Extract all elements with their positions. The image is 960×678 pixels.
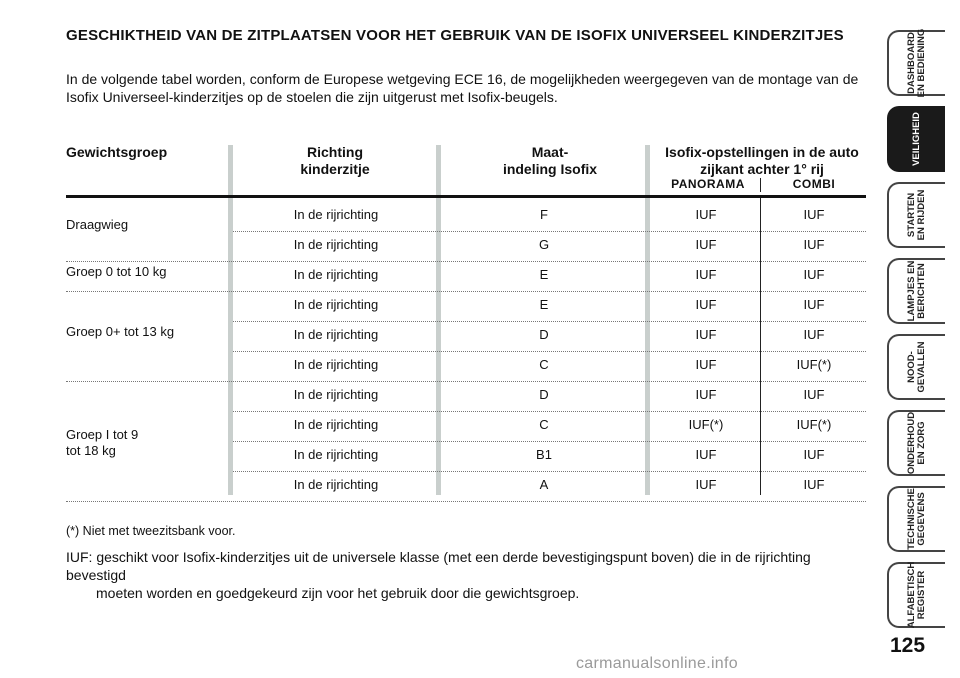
- tab-label-line2: REGISTER: [916, 570, 927, 620]
- cell-size: B1: [536, 447, 552, 462]
- cell-combi: IUF: [803, 297, 825, 312]
- intro-paragraph: In de volgende tabel worden, conform de Europese wetgeving ECE 16, de mogelijkheden weergegeven van de montage van de Isofix Universeel-kinderzitjes op de stoelen die zijn uitgerust met Isofix-beugels.: [66, 71, 859, 105]
- tab-lights[interactable]: [887, 258, 945, 324]
- tab-label: [907, 412, 927, 474]
- cell-size: E: [539, 297, 549, 312]
- cell-combi: IUF: [803, 447, 825, 462]
- cell-direction: In de rijrichting: [293, 207, 379, 222]
- iuf-text-line1: geschikt voor Isofix-kinderzitjes uit de universele klasse (met een derde bevestigingspunt boven) die in de rijrichting bevestigd: [66, 549, 811, 583]
- tab-safety[interactable]: [887, 106, 945, 172]
- tab-label: [907, 29, 927, 98]
- row-separator: [66, 501, 866, 502]
- tab-label-line1: ONDERHOUD: [906, 411, 917, 475]
- subheader-divider: [760, 178, 761, 192]
- tab-label-line2: BERICHTEN: [916, 263, 927, 319]
- iuf-definition: [66, 548, 866, 602]
- tab-starting[interactable]: [887, 182, 945, 248]
- cell-panorama: IUF: [695, 267, 717, 282]
- cell-size: F: [540, 207, 548, 222]
- cell-size: E: [539, 267, 549, 282]
- row-separator: [66, 291, 866, 292]
- tab-label-line1: ALFABETISCH: [906, 561, 917, 629]
- tab-label-line2: GEGEVENS: [916, 492, 927, 546]
- watermark: carmanualsonline.info: [576, 655, 738, 672]
- header-combi: COMBI: [792, 177, 836, 191]
- cell-direction: In de rijrichting: [293, 267, 379, 282]
- cell-panorama: IUF: [695, 357, 717, 372]
- tab-label-line1: VEILIGHEID: [911, 112, 922, 166]
- cell-direction: In de rijrichting: [293, 237, 379, 252]
- header-direction-line2: kinderzitje: [300, 161, 370, 177]
- tab-label-line2: EN ZORG: [916, 421, 927, 465]
- cell-size: D: [539, 387, 549, 402]
- cell-combi: IUF: [803, 267, 825, 282]
- tab-label: [907, 190, 927, 241]
- row-separator: [233, 351, 866, 352]
- tab-label-line1: TECHNISCHE: [906, 488, 917, 550]
- tab-label-line1: LAMPJES EN: [906, 260, 917, 322]
- cell-panorama: IUF: [695, 387, 717, 402]
- cell-panorama: IUF: [695, 297, 717, 312]
- tab-label: [907, 488, 927, 550]
- header-size-line1: Maat-: [531, 144, 569, 160]
- cell-direction: In de rijrichting: [293, 447, 379, 462]
- row-separator: [233, 411, 866, 412]
- footnote: (*) Niet met tweezitsbank voor.: [66, 524, 236, 538]
- header-isofix-line1: Isofix-opstellingen in de auto: [665, 144, 859, 160]
- cell-size: G: [538, 237, 550, 252]
- row-separator: [66, 261, 866, 262]
- header-isofix: [656, 144, 868, 178]
- tab-label-line1: NOOD-: [906, 351, 917, 383]
- cell-combi: IUF: [803, 477, 825, 492]
- cell-panorama: IUF: [695, 207, 717, 222]
- tab-label-line2: EN RIJDEN: [916, 189, 927, 241]
- row-separator: [233, 471, 866, 472]
- row-separator: [233, 321, 866, 322]
- tab-label-line2: EN BEDIENING: [916, 28, 927, 98]
- cell-panorama: IUF: [695, 327, 717, 342]
- cell-combi: IUF: [803, 327, 825, 342]
- cell-size: D: [539, 327, 549, 342]
- header-panorama: PANORAMA: [671, 177, 745, 191]
- cell-combi: IUF: [803, 237, 825, 252]
- cell-combi: IUF(*): [796, 417, 832, 432]
- cell-direction: In de rijrichting: [293, 297, 379, 312]
- cell-combi: IUF: [803, 387, 825, 402]
- iuf-label: IUF:: [66, 549, 93, 565]
- group-label: Draagwieg: [66, 217, 129, 232]
- cell-direction: In de rijrichting: [293, 327, 379, 342]
- cell-combi: IUF: [803, 207, 825, 222]
- group-label: Groep 0 tot 10 kg: [66, 264, 167, 279]
- cell-panorama: IUF(*): [688, 417, 724, 432]
- cell-size: C: [539, 357, 549, 372]
- tab-emergency[interactable]: [887, 334, 945, 400]
- cell-direction: In de rijrichting: [293, 477, 379, 492]
- row-separator: [66, 381, 866, 382]
- header-size: [460, 144, 640, 178]
- tab-label: [907, 261, 927, 322]
- cell-direction: In de rijrichting: [293, 357, 379, 372]
- group-label: tot 18 kg: [66, 443, 116, 458]
- tab-dashboard[interactable]: [887, 30, 945, 96]
- cell-panorama: IUF: [695, 477, 717, 492]
- header-isofix-line2: zijkant achter 1° rij: [700, 161, 824, 177]
- header-direction-line1: Richting: [307, 144, 363, 160]
- tab-maintenance[interactable]: [887, 410, 945, 476]
- header-direction: [250, 144, 420, 178]
- tab-label: [912, 112, 922, 166]
- cell-size: C: [539, 417, 549, 432]
- row-separator: [233, 441, 866, 442]
- cell-combi: IUF(*): [796, 357, 832, 372]
- cell-size: A: [539, 477, 549, 492]
- tab-label: [907, 341, 927, 392]
- header-size-line2: indeling Isofix: [502, 161, 598, 177]
- page-title: GESCHIKTHEID VAN DE ZITPLAATSEN VOOR HET GEBRUIK VAN DE ISOFIX UNIVERSEEL KINDERZITJES: [66, 27, 844, 44]
- column-divider-panorama-combi: [760, 198, 761, 495]
- tab-label-line1: STARTEN: [906, 192, 917, 238]
- group-label: Groep 0+ tot 13 kg: [66, 324, 175, 339]
- page-number: 125: [890, 634, 926, 657]
- group-label: Groep I tot 9: [66, 427, 139, 442]
- cell-panorama: IUF: [695, 447, 717, 462]
- header-rule: [66, 195, 866, 198]
- tab-label: [907, 562, 927, 629]
- row-separator: [233, 231, 866, 232]
- cell-panorama: IUF: [695, 237, 717, 252]
- cell-direction: In de rijrichting: [293, 417, 379, 432]
- tab-index[interactable]: [887, 562, 945, 628]
- iuf-text-line2: moeten worden en goedgekeurd zijn voor het gebruik door die gewichtsgroep.: [96, 585, 580, 601]
- tab-technical[interactable]: [887, 486, 945, 552]
- cell-direction: In de rijrichting: [293, 387, 379, 402]
- header-weight-group: Gewichtsgroep: [66, 144, 168, 160]
- tab-label-line2: GEVALLEN: [916, 341, 927, 393]
- tab-label-line1: DASHBOARD: [906, 32, 917, 94]
